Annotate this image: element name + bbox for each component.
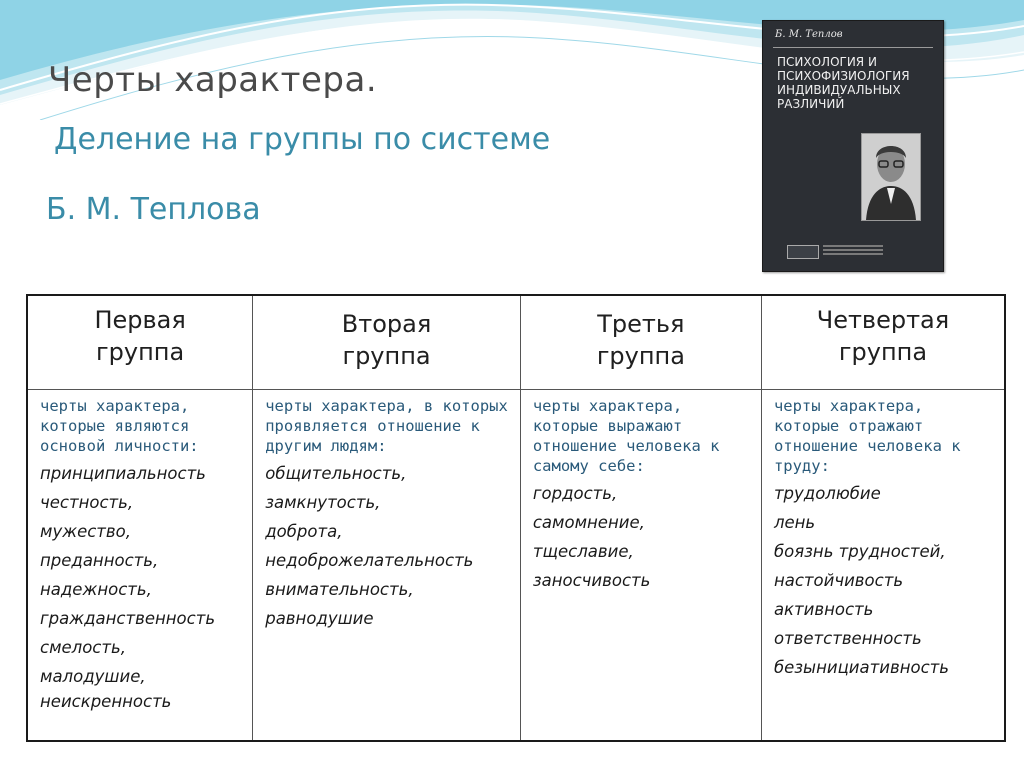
group-description: черты характера, в которых проявляется отношение к другим людям: bbox=[265, 397, 508, 455]
trait-item: недоброжелательность bbox=[265, 551, 474, 570]
trait-item: гражданственность bbox=[40, 609, 216, 628]
group-cell bbox=[27, 390, 253, 742]
group-cell bbox=[253, 390, 521, 742]
slide-subtitle: Деление на группы по системе bbox=[54, 122, 551, 157]
trait-item: честность, bbox=[40, 493, 134, 512]
book-author: Б. М. Теплов bbox=[775, 29, 843, 40]
slide-author: Б. М. Теплова bbox=[46, 192, 261, 227]
group-cell bbox=[520, 390, 761, 742]
trait-item: доброта, bbox=[265, 522, 343, 541]
trait-item: мужество, bbox=[40, 522, 131, 541]
book-cover bbox=[762, 20, 944, 272]
trait-item: ответственность bbox=[773, 629, 922, 648]
trait-item: принципиальность bbox=[40, 464, 206, 483]
trait-list bbox=[265, 459, 510, 633]
book-title: ПСИХОЛОГИЯ И ПСИХОФИЗИОЛОГИЯ ИНДИВИДУАЛЬНЫХ РАЗЛИЧИЙ bbox=[777, 55, 910, 111]
publisher-logo bbox=[787, 245, 819, 259]
trait-item: трудолюбие bbox=[773, 484, 881, 503]
trait-list bbox=[40, 459, 242, 713]
trait-item: настойчивость bbox=[773, 571, 904, 590]
column-header: Вторая группа bbox=[253, 295, 521, 390]
trait-item: замкнутость, bbox=[265, 493, 381, 512]
trait-item: смелость, bbox=[40, 638, 126, 657]
publisher-imprint bbox=[823, 245, 883, 257]
column-header: Третья группа bbox=[520, 295, 761, 390]
trait-item: внимательность, bbox=[265, 580, 414, 599]
portrait-icon bbox=[862, 134, 920, 220]
column-header: Первая группа bbox=[27, 295, 253, 390]
trait-item: неискренность bbox=[40, 692, 172, 711]
slide-title: Черты характера. bbox=[48, 60, 378, 100]
trait-item: равнодушие bbox=[265, 609, 374, 628]
group-description: черты характера, которые выражают отношение человека к самому себе: bbox=[532, 397, 720, 475]
trait-item: гордость, bbox=[532, 484, 618, 503]
group-description: черты характера, которые являются основой личности: bbox=[40, 397, 199, 455]
trait-item: лень bbox=[773, 513, 816, 532]
table-header-row bbox=[27, 295, 1005, 390]
table-row bbox=[27, 390, 1005, 742]
character-traits-table bbox=[26, 294, 1006, 742]
trait-item: активность bbox=[773, 600, 874, 619]
trait-item: самомнение, bbox=[532, 513, 645, 532]
trait-item: тщеславие, bbox=[532, 542, 634, 561]
trait-list bbox=[774, 479, 994, 682]
trait-item: общительность, bbox=[265, 464, 407, 483]
trait-item: малодушие, bbox=[40, 667, 146, 686]
trait-item: заносчивость bbox=[532, 571, 651, 590]
book-divider bbox=[773, 47, 933, 48]
trait-item: надежность, bbox=[40, 580, 152, 599]
group-cell bbox=[761, 390, 1005, 742]
trait-item: боязнь трудностей, bbox=[773, 542, 946, 561]
author-portrait-image bbox=[861, 133, 921, 221]
trait-item: безынициативность bbox=[773, 658, 949, 677]
group-description: черты характера, которые отражают отношение человека к труду: bbox=[773, 397, 961, 475]
column-header: Четвертая группа bbox=[761, 295, 1005, 390]
trait-item: преданность, bbox=[40, 551, 159, 570]
trait-list bbox=[533, 479, 751, 595]
